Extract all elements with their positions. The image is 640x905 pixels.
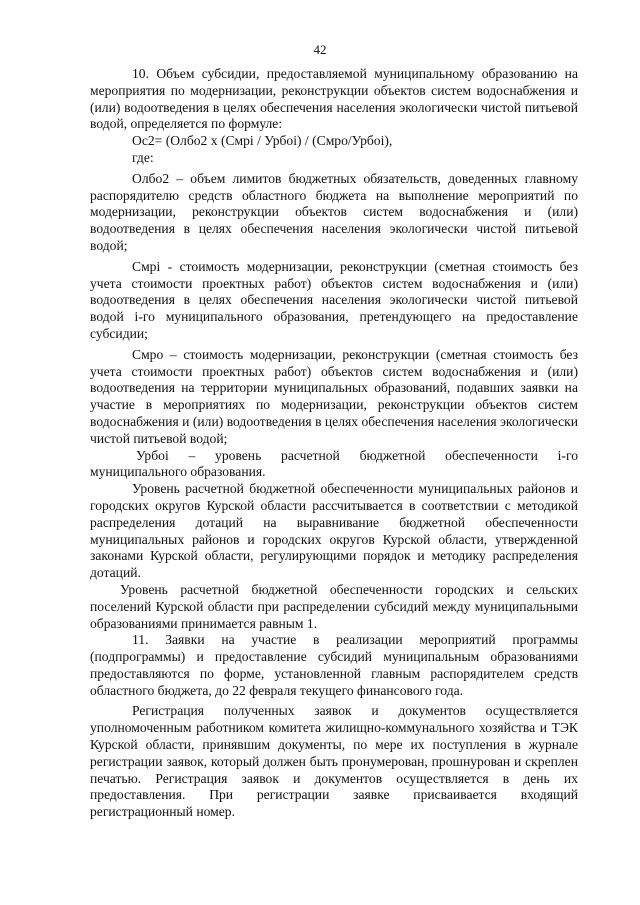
- document-body: [90, 66, 578, 821]
- definition-olbo2: Олбо2 – объем лимитов бюджетных обязательств, доведенных главному распорядителю средств областного бюджета на выполнение мероприятий по модернизации, реконструкции объектов систем водоснабжения и (или) водоотведения в целях обеспечения населения экологически чистой питьевой водой;: [90, 170, 578, 253]
- paragraph-10-subsidy-volume: 10. Объем субсидии, предоставляемой муниципальному образованию на мероприятия по модернизации, реконструкции объектов систем водоснабжения и (или) водоотведения в целях обеспечения населения экологически чистой питьевой водой, определяется по формуле:: [90, 66, 578, 132]
- definition-smri: Смрi - стоимость модернизации, реконструкции (сметная стоимость без учета стоимости проектных работ) объектов систем водоснабжения и (или) водоотведения в целях обеспечения населения экологически чистой питьевой водой i-го муниципального образования, претендующего на предоставление субсидии;: [90, 258, 578, 341]
- paragraph-budget-level-settlements: Уровень расчетной бюджетной обеспеченности городских и сельских поселений Курской области при распределении субсидий между муниципальными образованиями принимается равным 1.: [90, 581, 578, 631]
- paragraph-11-applications: 11. Заявки на участие в реализации мероприятий программы (подпрограммы) и предоставление субсидий муниципальным образованиями предоставляются по форме, установленной главным распорядителем средств областного бюджета, до 22 февраля текущего финансового года.: [90, 632, 578, 698]
- page-number: 42: [313, 42, 327, 57]
- formula-where-label: где:: [132, 149, 154, 165]
- definition-urboi: Урбоi – уровень расчетной бюджетной обеспеченности i-го муниципального образования.: [90, 447, 578, 480]
- paragraph-registration: Регистрация полученных заявок и документов осуществляется уполномоченным работником комитета жилищно-коммунального хозяйства и ТЭК Курской области, принявшим документы, по мере их поступления в журнале регистрации заявок, который должен быть пронумерован, прошнурован и скреплен печатью. Регистрация заявок и документов осуществляется в день их предоставления. При регистрации заявке присваивается входящий регистрационный номер.: [90, 703, 578, 820]
- paragraph-budget-level-districts: Уровень расчетной бюджетной обеспеченности муниципальных районов и городских округов Курской области рассчитывается в соответствии с методикой распределения дотаций на выравнивание бюджетной обеспеченности муниципальных районов и городских округов Курской области, утвержденной законами Курской области, регулирующими порядок и методику распределения дотаций.: [90, 481, 578, 581]
- definition-smro: Смро – стоимость модернизации, реконструкции (сметная стоимость без учета стоимости проектных работ) объектов систем водоснабжения и (или) водоотведения на территории муниципальных образований, подавших заявки на участие в мероприятиях по модернизации, реконструкции объектов систем водоснабжения и (или) водоотведения в целях обеспечения населения экологически чистой питьевой водой;: [90, 346, 578, 446]
- formula-oc2: Ос2= (Олбо2 х (Смрi / Урбоi) / (Смро/Урбоi),: [132, 133, 393, 149]
